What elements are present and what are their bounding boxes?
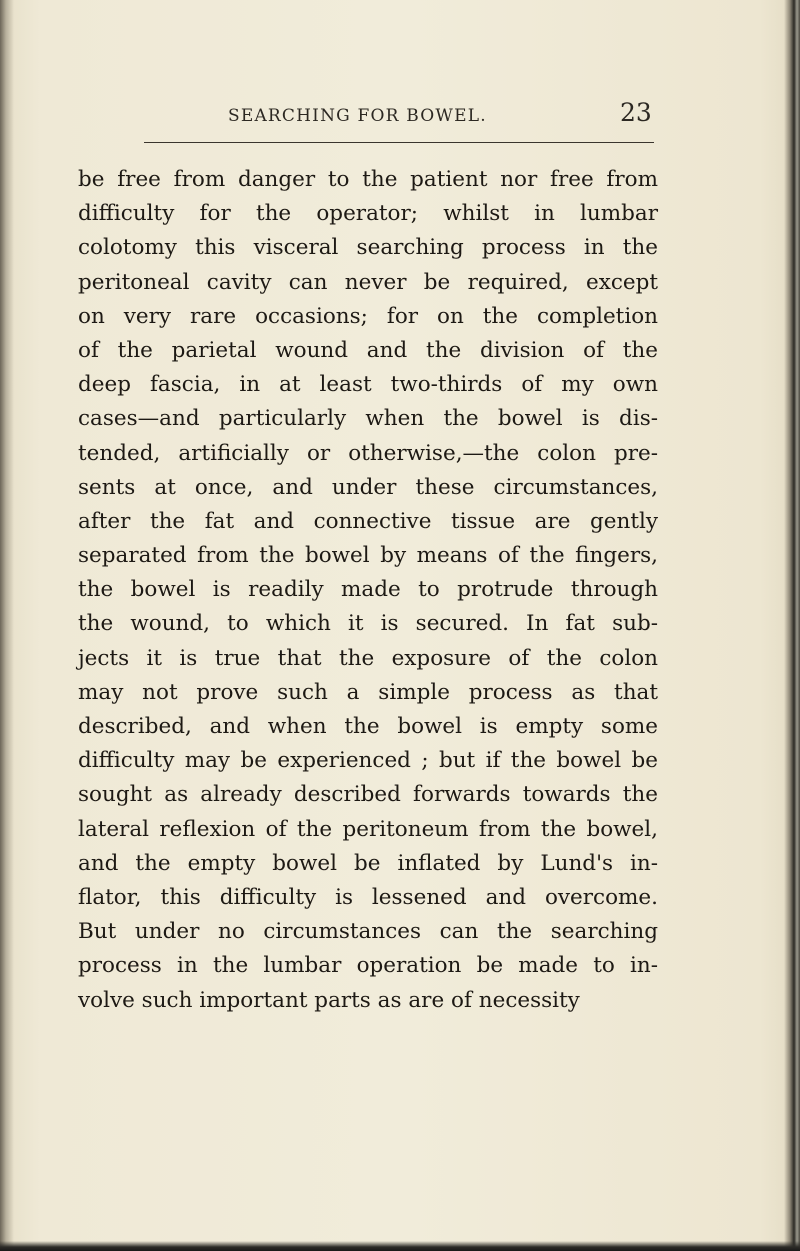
text-line: peritoneal cavity can never be required, except [78,269,658,295]
text-line: But under no circumstances can the searching [78,919,658,945]
text-line: separated from the bowel by means of the fingers, [78,543,658,569]
text-line: sought as already described forwards towards the [78,782,658,808]
text-line: process in the lumbar operation be made to in- [78,953,658,979]
text-line: after the fat and connective tissue are gently [78,508,658,534]
page-number: 23 [620,98,652,127]
text-line: volve such important parts as are of necessity [78,987,580,1013]
text-line: jects it is true that the exposure of the colon [78,645,658,671]
text-line: and the empty bowel be inflated by Lund's in- [78,850,658,876]
text-line: the wound, to which it is secured. In fat sub- [78,611,658,637]
running-head-title: SEARCHING FOR BOWEL. [228,106,487,126]
text-line: tended, artificially or otherwise,—the colon pre- [78,440,658,466]
body-text [78,163,658,1018]
binding-shadow [0,0,14,1251]
text-line: cases—and particularly when the bowel is dis- [78,406,658,432]
text-line: colotomy this visceral searching process in the [78,235,658,261]
page-edge-bottom [0,1241,800,1251]
header-rule [144,142,654,143]
text-line: lateral reflexion of the peritoneum from the bowel, [78,816,658,842]
text-line: described, and when the bowel is empty some [78,714,658,739]
text-line: the bowel is readily made to protrude through [78,577,658,603]
text-line: may not prove such a simple process as that [78,679,658,705]
text-line: be free from danger to the patient nor free from [78,167,658,192]
text-line: flator, this difficulty is lessened and overcome. [78,884,658,910]
text-line: difficulty may be experienced ; but if the bowel be [78,748,658,774]
running-head [0,96,800,136]
page-edge-right [784,0,800,1251]
text-line: deep fascia, in at least two-thirds of my own [78,372,658,398]
text-line: difficulty for the operator; whilst in lumbar [78,201,658,227]
text-line: on very rare occasions; for on the completion [78,303,658,329]
text-line: of the parietal wound and the division of the [78,337,658,363]
text-line: sents at once, and under these circumstances, [78,474,658,500]
